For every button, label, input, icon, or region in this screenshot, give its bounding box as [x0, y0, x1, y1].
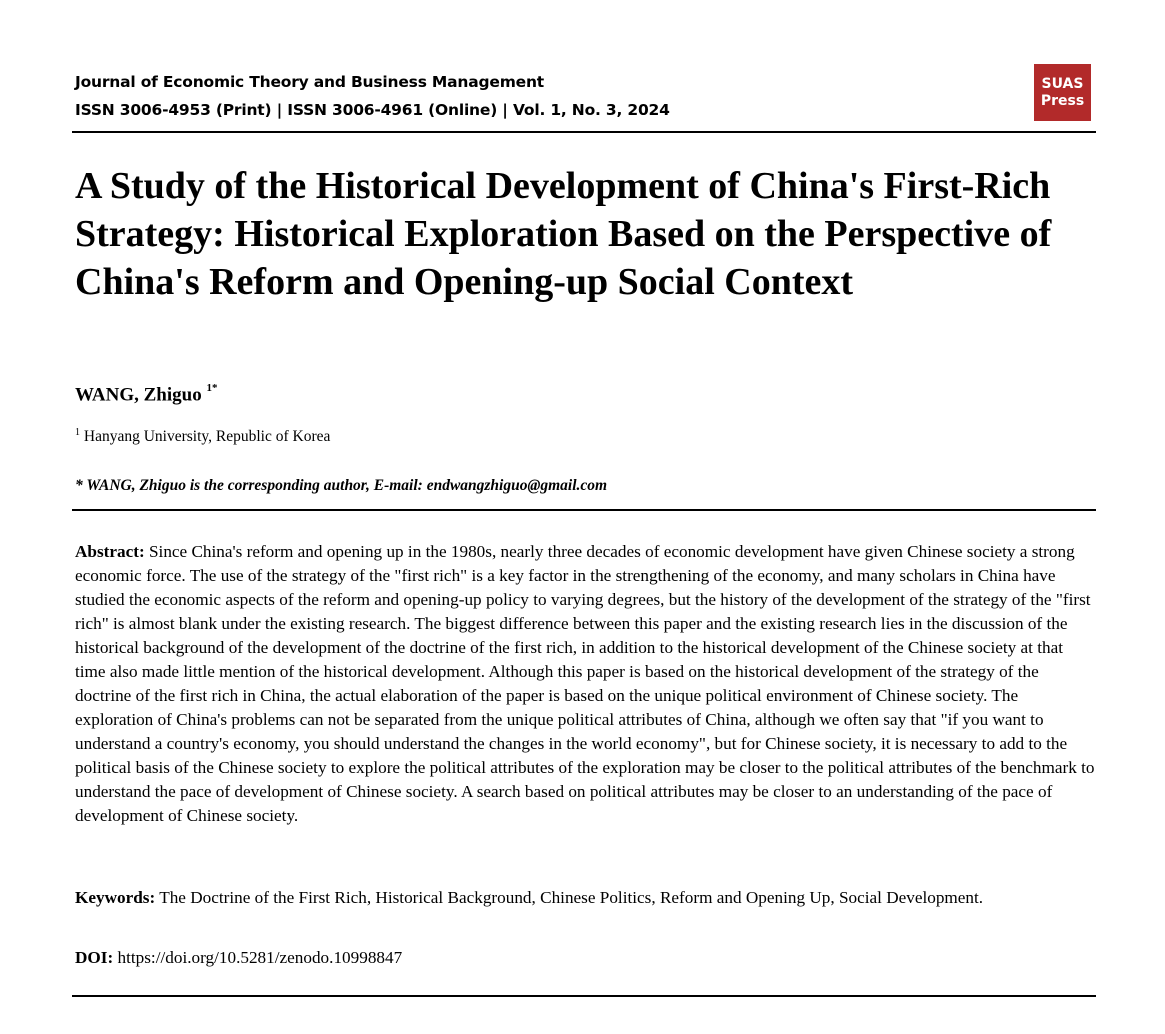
abstract-top-divider — [72, 509, 1096, 511]
author — [75, 384, 217, 406]
corresponding-author: * WANG, Zhiguo is the corresponding author, E-mail: endwangzhiguo@gmail.com — [75, 477, 608, 494]
keywords — [75, 886, 1075, 910]
affiliation-mark: 1 — [75, 427, 80, 438]
author-marks: 1* — [206, 382, 218, 394]
doi-label: DOI: — [75, 948, 114, 967]
publisher-logo — [1034, 64, 1091, 121]
affiliation-text: Hanyang University, Republic of Korea — [83, 428, 331, 446]
abstract-label: Abstract: — [75, 542, 145, 561]
abstract-bottom-divider — [72, 995, 1096, 997]
affiliation — [75, 427, 330, 446]
abstract — [75, 540, 1095, 828]
header-divider — [72, 131, 1096, 133]
keywords-text: The Doctrine of the First Rich, Historical Background, Chinese Politics, Reform and Opening Up, Social Development. — [159, 888, 984, 907]
paper-title: A Study of the Historical Development of China's First-Rich Strategy: Historical Exploration Based on the Perspective of China's Reform and Opening-up Social Context — [75, 165, 1052, 303]
doi-link[interactable]: https://doi.org/10.5281/zenodo.10998847 — [117, 948, 403, 967]
author-name: WANG, Zhiguo — [75, 384, 202, 406]
journal-name: Journal of Economic Theory and Business Management — [75, 73, 545, 91]
keywords-label: Keywords: — [75, 888, 156, 907]
doi — [75, 946, 402, 970]
logo-line2: Press — [1040, 92, 1085, 109]
logo-line1: SUAS — [1041, 75, 1084, 92]
journal-issn: ISSN 3006-4953 (Print) | ISSN 3006-4961 (Online) | Vol. 1, No. 3, 2024 — [75, 101, 670, 119]
abstract-text: Since China's reform and opening up in the 1980s, nearly three decades of economic development have given Chinese society a strong economic force. The use of the strategy of the "first rich" is a key factor in the strengthening of the economy, and many scholars in China have studied the economic aspects of the reform and opening-up policy to varying degrees, but the history of the development of the strategy of the "first rich" is almost blank under the existing research. The biggest difference between this paper and the existing research lies in the discussion of the historical background of the development of the doctrine of the first rich, in addition to the historical development of the Chinese society at that time also made little mention of the historical development. Although this paper is based on the historical development of the strategy of the doctrine of the first rich in China, the actual elaboration of the paper is based on the unique political environment of Chinese society. The exploration of China's problems can not be separated from the unique political attributes of China, although we often say that "if you want to understand a country's economy, you should understand the changes in the world economy", but for Chinese society, it is necessary to add to the political basis of the Chinese society to explore the political attributes of the exploration may be closer to the political attributes of the benchmark to understand the pace of development of Chinese society. A search based on political attributes may be closer to an understanding of the pace of development of Chinese society. — [75, 542, 1095, 825]
journal-header — [75, 68, 1015, 124]
